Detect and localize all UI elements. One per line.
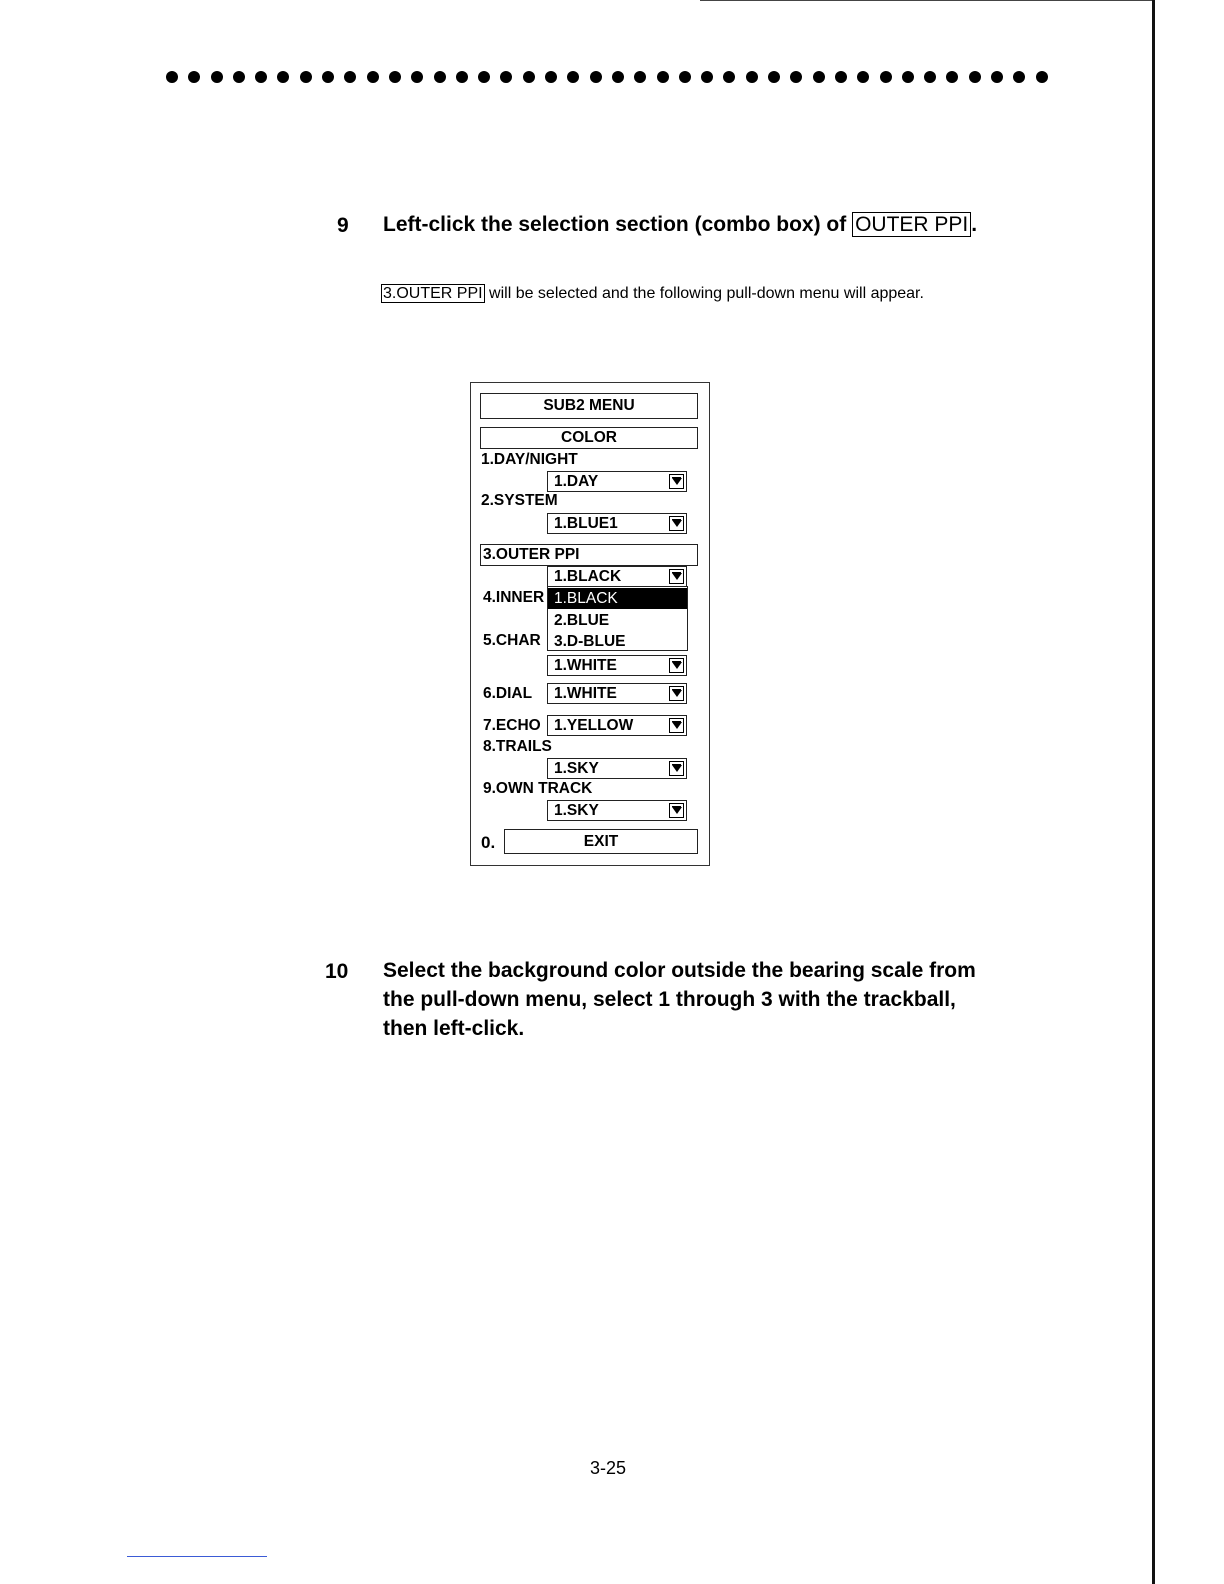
- dropdown-arrow-icon[interactable]: [669, 658, 684, 673]
- header-dot: [567, 71, 579, 83]
- header-dot: [233, 71, 245, 83]
- header-dot: [768, 71, 780, 83]
- sub2-menu-panel: [470, 382, 710, 866]
- outer-ppi-item-ref: 3.OUTER PPI: [383, 285, 483, 302]
- dropdown-arrow-icon[interactable]: [669, 686, 684, 701]
- char-combo[interactable]: [547, 655, 687, 676]
- dial-value: 1.WHITE: [554, 685, 617, 702]
- trails-label: 8.TRAILS: [483, 738, 552, 755]
- header-dot: [255, 71, 267, 83]
- dial-combo[interactable]: [547, 683, 687, 704]
- own-track-value: 1.SKY: [554, 802, 599, 819]
- dropdown-arrow-icon[interactable]: [669, 761, 684, 776]
- inner-label: 4.INNER: [483, 589, 545, 606]
- dropdown-option-2[interactable]: 2.BLUE: [554, 612, 610, 629]
- header-dot: [679, 71, 691, 83]
- header-dot: [612, 71, 624, 83]
- step-9-number: 9: [337, 214, 349, 237]
- header-dot: [500, 71, 512, 83]
- top-edge-rule: [700, 0, 1152, 1]
- trails-combo[interactable]: [547, 758, 687, 779]
- exit-button[interactable]: EXIT: [504, 829, 698, 854]
- step-10-line-2: the pull-down menu, select 1 through 3 with the trackball,: [383, 988, 956, 1011]
- system-value: 1.BLUE1: [554, 515, 618, 532]
- header-dot-row: [166, 68, 1048, 86]
- system-combo[interactable]: [547, 513, 687, 534]
- own-track-label: 9.OWN TRACK: [483, 780, 593, 797]
- header-dot: [924, 71, 936, 83]
- header-dot: [456, 71, 468, 83]
- step-10-instruction: [383, 956, 976, 1043]
- char-value: 1.WHITE: [554, 657, 617, 674]
- header-dot: [411, 71, 423, 83]
- header-dot: [367, 71, 379, 83]
- bottom-rule: [127, 1556, 267, 1557]
- dropdown-option-1[interactable]: 1.BLACK: [548, 588, 687, 609]
- step-10-line-1: Select the background color outside the bearing scale from: [383, 959, 976, 982]
- header-dot: [434, 71, 446, 83]
- day-night-value: 1.DAY: [554, 473, 599, 490]
- header-dot: [902, 71, 914, 83]
- dropdown-arrow-icon[interactable]: [669, 803, 684, 818]
- header-dot: [813, 71, 825, 83]
- dropdown-arrow-icon[interactable]: [669, 516, 684, 531]
- step-9-note-text: will be selected and the following pull-down menu will appear.: [484, 285, 924, 302]
- header-dot: [545, 71, 557, 83]
- dropdown-arrow-icon[interactable]: [669, 474, 684, 489]
- system-label: 2.SYSTEM: [481, 492, 558, 509]
- dropdown-option-3[interactable]: 3.D-BLUE: [554, 633, 626, 650]
- header-dot: [277, 71, 289, 83]
- header-dot: [1036, 71, 1048, 83]
- header-dot: [790, 71, 802, 83]
- step-9-instruction: [383, 210, 977, 239]
- menu-title: SUB2 MENU: [480, 393, 698, 419]
- header-dot: [880, 71, 892, 83]
- header-dot: [634, 71, 646, 83]
- color-section-header: COLOR: [480, 427, 698, 449]
- page-number: 3-25: [590, 1458, 627, 1478]
- outer-ppi-combo[interactable]: [547, 566, 687, 587]
- echo-value: 1.YELLOW: [554, 717, 634, 734]
- header-dot: [590, 71, 602, 83]
- header-dot: [1013, 71, 1025, 83]
- right-margin-rule: [1152, 0, 1155, 1584]
- header-dot: [478, 71, 490, 83]
- header-dot: [969, 71, 981, 83]
- outer-ppi-item-highlight[interactable]: 3.OUTER PPI: [480, 544, 698, 566]
- header-dot: [188, 71, 200, 83]
- dial-label: 6.DIAL: [483, 685, 533, 702]
- header-dot: [857, 71, 869, 83]
- char-label: 5.CHAR: [483, 632, 541, 649]
- header-dot: [322, 71, 334, 83]
- header-dot: [991, 71, 1003, 83]
- step-10-number: 10: [325, 960, 349, 983]
- header-dot: [389, 71, 401, 83]
- step-10-line-3: then left-click.: [383, 1017, 525, 1040]
- trails-value: 1.SKY: [554, 760, 599, 777]
- header-dot: [211, 71, 223, 83]
- header-dot: [344, 71, 356, 83]
- header-dot: [746, 71, 758, 83]
- header-dot: [946, 71, 958, 83]
- outer-ppi-dropdown-list: [547, 586, 688, 651]
- exit-prefix: 0.: [481, 833, 496, 852]
- header-dot: [657, 71, 669, 83]
- header-dot: [523, 71, 535, 83]
- day-night-combo[interactable]: [547, 471, 687, 492]
- step-9-note: [381, 285, 924, 303]
- header-dot: [723, 71, 735, 83]
- outer-ppi-key: OUTER PPI: [852, 212, 971, 237]
- dropdown-arrow-icon[interactable]: [669, 569, 684, 584]
- own-track-combo[interactable]: [547, 800, 687, 821]
- header-dot: [300, 71, 312, 83]
- echo-combo[interactable]: [547, 715, 687, 736]
- day-night-label: 1.DAY/NIGHT: [481, 451, 578, 468]
- echo-label: 7.ECHO: [483, 717, 541, 734]
- dropdown-arrow-icon[interactable]: [669, 718, 684, 733]
- header-dot: [166, 71, 178, 83]
- step-9-period: .: [971, 213, 978, 236]
- step-9-text: Left-click the selection section (combo box) of: [383, 213, 853, 236]
- header-dot: [701, 71, 713, 83]
- header-dot: [835, 71, 847, 83]
- outer-ppi-value: 1.BLACK: [554, 568, 622, 585]
